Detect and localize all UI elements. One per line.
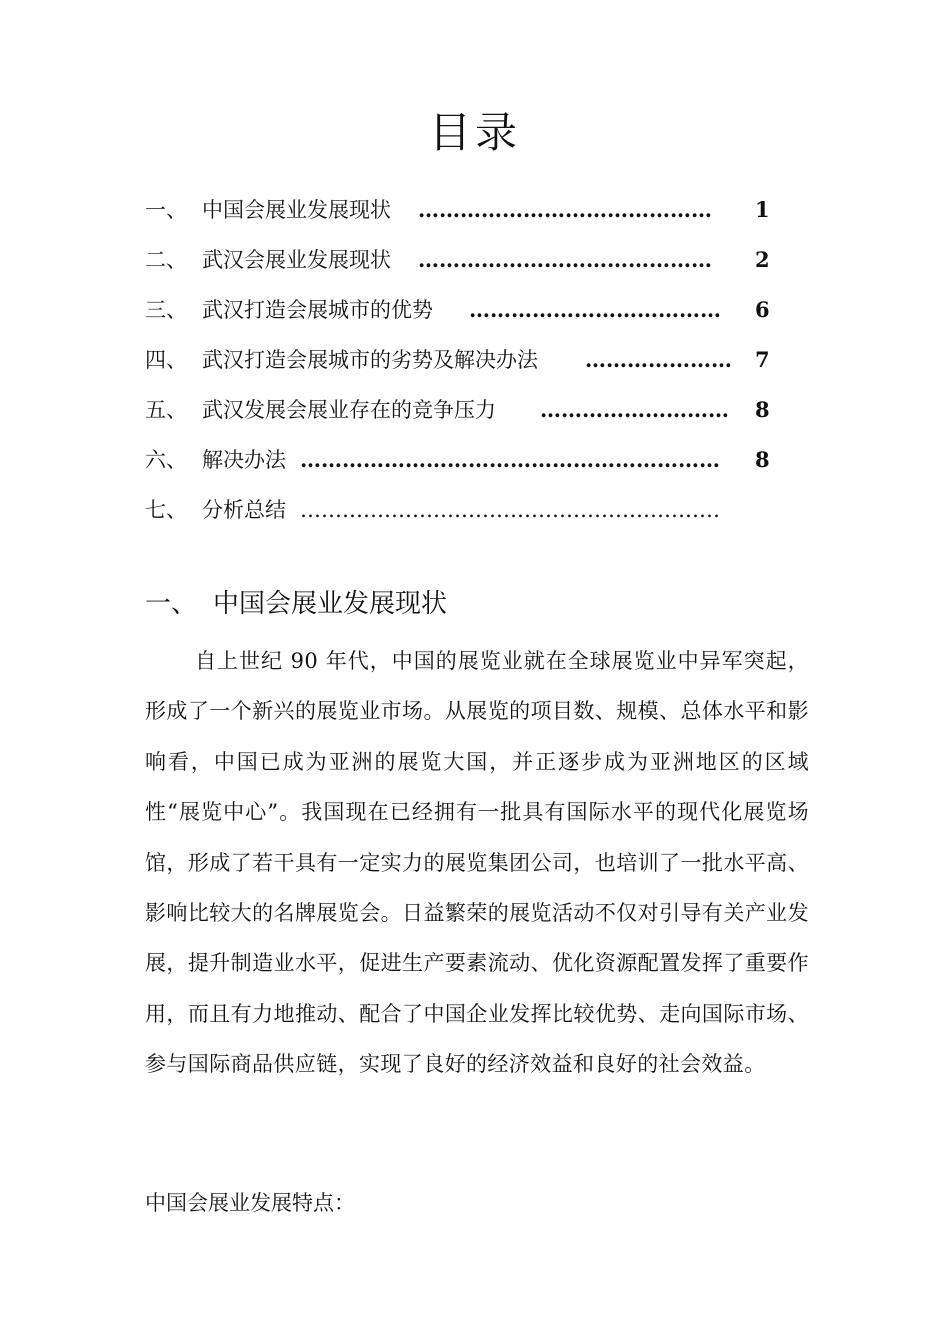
toc-entry-leader: …………………………………… (418, 197, 712, 222)
toc-entry-title: 武汉发展会展业存在的竞争压力 (202, 398, 496, 422)
toc-entry-number: 一、 (145, 198, 187, 222)
toc-entry-7[interactable] (145, 490, 775, 540)
toc-entry-leader: …………………………………………………… (300, 447, 720, 472)
toc-entry-4[interactable] (145, 340, 775, 390)
section-heading (145, 584, 447, 624)
toc-entry-leader: ……………………………… (469, 297, 721, 322)
toc-entry-leader: …………………………………… (418, 247, 712, 272)
toc-entry-number: 二、 (145, 248, 187, 272)
toc-entry-3[interactable] (145, 290, 775, 340)
toc-entry-title: 解决办法 (202, 448, 286, 472)
toc-entry-page: 8 (755, 397, 770, 422)
toc-entry-number: 三、 (145, 298, 187, 322)
toc-entry-number: 七、 (145, 498, 187, 522)
toc-entry-number: 四、 (145, 348, 187, 372)
toc-entry-leader: ……………………… (540, 397, 729, 422)
toc-entry-page: 2 (755, 247, 770, 272)
table-of-contents (145, 190, 775, 540)
toc-entry-2[interactable] (145, 240, 775, 290)
toc-entry-leader: ………………… (585, 347, 732, 372)
toc-title: 目录 (428, 108, 521, 157)
toc-entry-title: 分析总结 (202, 498, 286, 522)
toc-entry-number: 五、 (145, 398, 187, 422)
section-heading-text: 中国会展业发展现状 (213, 589, 448, 619)
toc-entry-title: 中国会展业发展现状 (202, 198, 391, 222)
toc-entry-title: 武汉会展业发展现状 (202, 248, 391, 272)
toc-entry-number: 六、 (145, 448, 187, 472)
toc-entry-5[interactable] (145, 390, 775, 440)
toc-entry-page: 6 (755, 297, 770, 322)
toc-entry-6[interactable] (145, 440, 775, 490)
toc-entry-title: 武汉打造会展城市的劣势及解决办法 (202, 348, 538, 372)
toc-entry-page: 7 (755, 347, 770, 372)
toc-entry-page: 8 (755, 447, 770, 472)
toc-entry-1[interactable] (145, 190, 775, 240)
toc-entry-leader: …………………………………………………… (300, 498, 720, 522)
section-heading-number: 一、 (145, 589, 198, 619)
toc-entry-page: 1 (755, 197, 770, 222)
body-paragraph: 自上世纪 90 年代，中国的展览业就在全球展览业中异军突起，形成了一个新兴的展览业市场。从展览的项目数、规模、总体水平和影响看，中国已成为亚洲的展览大国，并正逐步成为亚洲地区的区域性“展览中心”。我国现在已经拥有一批具有国际水平的现代化展览场馆，形成了若干具有一定实力的展览集团公司，也培训了一批水平高、影响比较大的名牌展览会。日益繁荣的展览活动不仅对引导有关产业发展，提升制造业水平，促进生产要素流动、优化资源配置发挥了重要作用，而且有力地推动、配合了中国企业发挥比较优势、走向国际市场、参与国际商品供应链，实现了良好的经济效益和良好的社会效益。 (145, 649, 809, 1077)
subheading: 中国会展业发展特点： (145, 1191, 355, 1215)
toc-entry-title: 武汉打造会展城市的优势 (202, 298, 433, 322)
